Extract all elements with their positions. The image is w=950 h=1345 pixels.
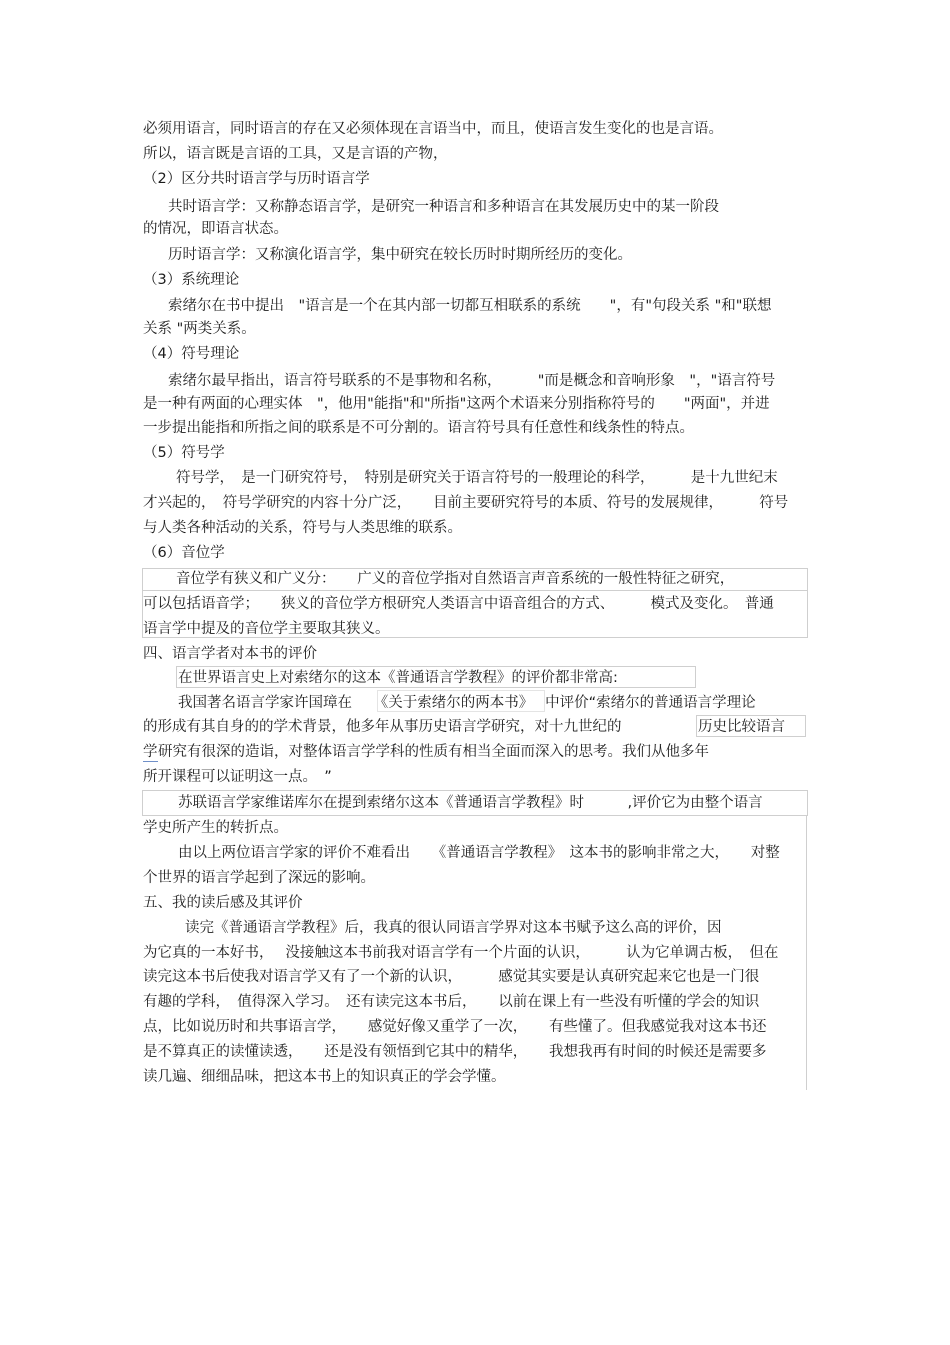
paragraph-line: 有趣的学科， 值得深入学习。 还有读完这本书后， 以前在课上有一些没有听懂的学会的知识	[143, 994, 760, 1010]
paragraph-line: 索绪尔在书中提出 "语言是一个在其内部一切都互相联系的系统 "，有"句段关系 "和"联想	[168, 298, 772, 314]
paragraph-line: 共时语言学：又称静态语言学，是研究一种语言和多种语言在其发展历史中的某一阶段	[168, 199, 719, 215]
paragraph-line: 是不算真正的读懂读透， 还是没有领悟到它其中的精华， 我想我再有时间的时候还是需要多	[143, 1044, 767, 1060]
paragraph-line: 关系 "两类关系。	[143, 321, 256, 337]
paragraph-line: 才兴起的， 符号学研究的内容十分广泛， 目前主要研究符号的本质、符号的发展规律， 符号	[143, 495, 789, 511]
paragraph-line: 读几遍、细细品味，把这本书上的知识真正的学会学懂。	[143, 1069, 506, 1085]
section-heading: 四、语言学者对本书的评价	[143, 646, 317, 662]
paragraph-line: 历时语言学：又称演化语言学，集中研究在较长历时时期所经历的变化。	[168, 247, 632, 263]
paragraph-line: 苏联语言学家维诺库尔在提到索绪尔这本《普通语言学教程》时 ,评价它为由整个语言	[178, 795, 763, 811]
section-heading: （4）符号理论	[143, 346, 240, 362]
paragraph-line: 音位学有狭义和广义分： 广义的音位学指对自然语言声音系统的一般性特征之研究，	[176, 571, 735, 587]
paragraph-line: 符号学， 是一门研究符号， 特别是研究关于语言符号的一般理论的科学， 是十九世纪末	[176, 470, 778, 486]
paragraph-line: 与人类各种活动的关系，符号与人类思维的联系。	[143, 520, 462, 536]
paragraph-line: 必须用语言，同时语言的存在又必须体现在言语当中，而且，使语言发生变化的也是言语。	[143, 121, 723, 137]
history-comparative-linguistics-link-continuation[interactable]: 学	[143, 744, 158, 760]
paragraph-line: 学史所产生的转折点。	[143, 820, 288, 836]
paragraph-line: 语言学中提及的音位学主要取其狭义。	[143, 621, 390, 637]
history-comparative-linguistics-link[interactable]: 历史比较语言	[698, 719, 785, 735]
paragraph-line: 点，比如说历时和共事语言学， 感觉好像又重学了一次， 有些懂了。但我感觉我对这本书还	[143, 1019, 767, 1035]
section-heading: （2）区分共时语言学与历时语言学	[143, 171, 370, 187]
paragraph-line: 由以上两位语言学家的评价不难看出 《普通语言学教程》 这本书的影响非常之大， 对整	[178, 845, 780, 861]
table-divider	[142, 590, 808, 591]
section-heading: （5）符号学	[143, 445, 225, 461]
paragraph-line: 所开课程可以证明这一点。 ”	[143, 769, 332, 785]
paragraph-line: 可以包括语音学； 狭义的音位学方根研究人类语言中语音组合的方式、 模式及变化。 普通	[143, 596, 774, 612]
paragraph-line: 索绪尔最早指出，语言符号联系的不是事物和名称， "而是概念和音响形象 "，"语言符号	[168, 373, 776, 389]
paragraph-line: 为它真的一本好书， 没接触这本书前我对语言学有一个片面的认识， 认为它单调古板， 但在	[143, 945, 779, 961]
paragraph-line: 是一种有两面的心理实体 "，他用"能指"和"所指"这两个术语来分别指称符号的 "两面"，并进	[143, 396, 770, 412]
paragraph-line: 一步提出能指和所指之间的联系是不可分割的。语言符号具有任意性和线条性的特点。	[143, 420, 694, 436]
paragraph-line: 的形成有其自身的的学术背景，他多年从事历史语言学研究，对十九世纪的	[143, 719, 680, 735]
paragraph-line: 读完这本书后使我对语言学又有了一个新的认识， 感觉其实要是认真研究起来它也是一门很	[143, 969, 760, 985]
paragraph-line: 读完《普通语言学教程》后，我真的很认同语言学界对这本书赋予这么高的评价，因	[185, 920, 722, 936]
paragraph-line: 所以，语言既是言语的工具，又是言语的产物，	[143, 146, 448, 162]
section-heading: （6）音位学	[143, 545, 225, 561]
section-heading: 五、我的读后感及其评价	[143, 895, 303, 911]
paragraph-line: 在世界语言史上对索绪尔的这本《普通语言学教程》的评价都非常高:	[178, 670, 618, 686]
table-right-border	[806, 816, 807, 1090]
paragraph-line: 个世界的语言学起到了深远的影响。	[143, 870, 375, 886]
paragraph-line: 的情况，即语言状态。	[143, 221, 288, 237]
paragraph-line: 研究有很深的造诣，对整体语言学学科的性质有相当全面而深入的思考。我们从他多年	[158, 744, 709, 760]
paragraph-line: 我国著名语言学家许国璋在 《关于索绪尔的两本书》 中评价“索绪尔的普通语言学理论	[178, 695, 756, 711]
section-heading: （3）系统理论	[143, 272, 240, 288]
